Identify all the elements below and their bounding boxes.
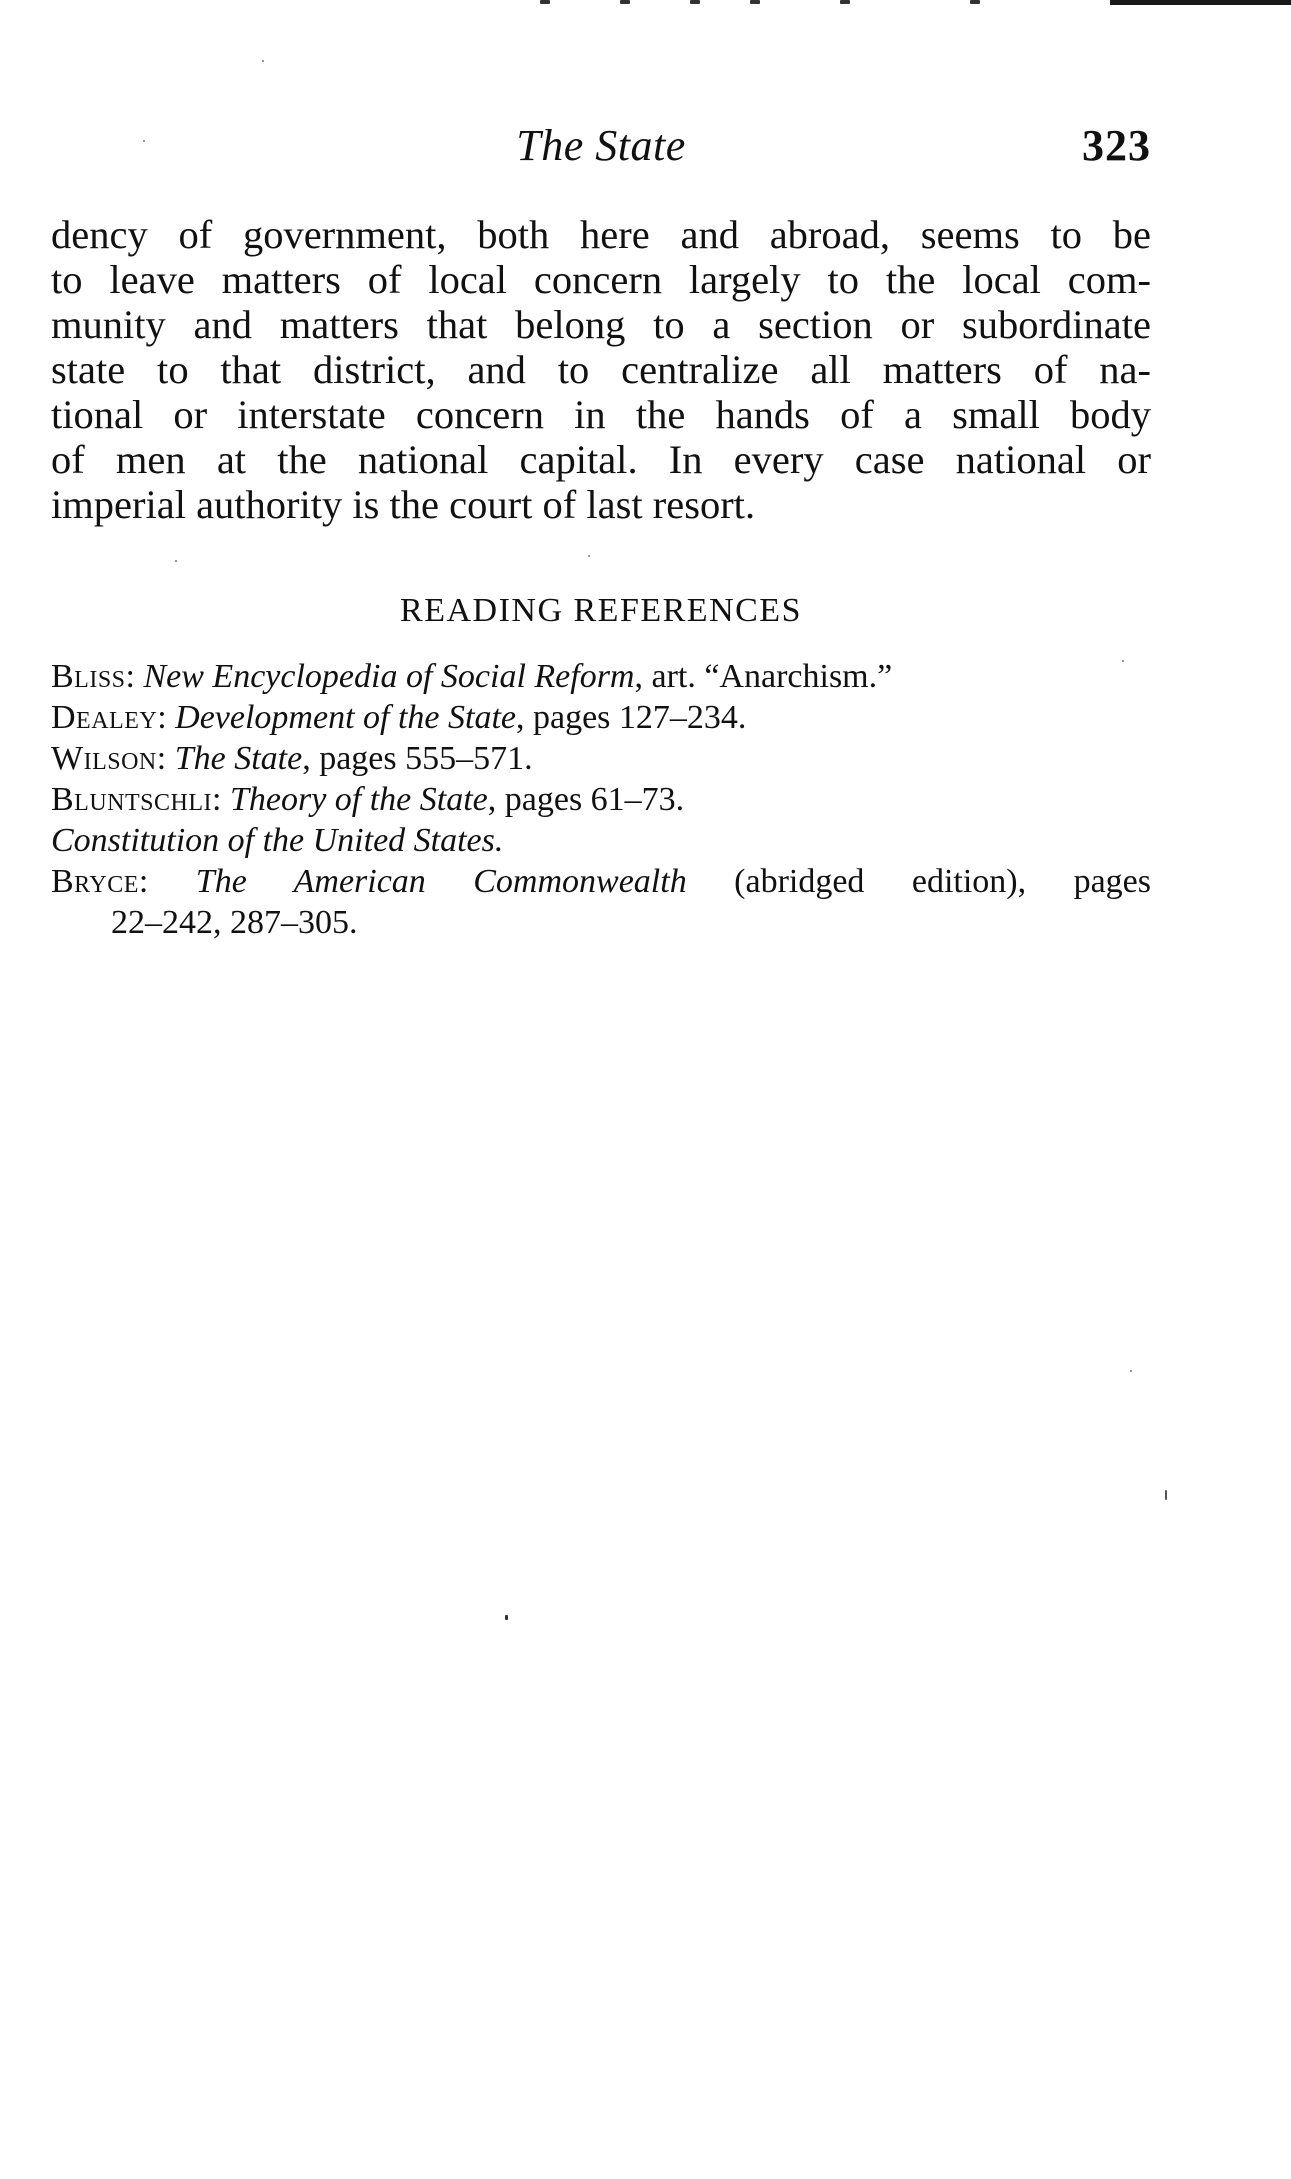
paper-speck [175,560,177,562]
reference-title: Constitution of the United States. [51,822,504,859]
reference-title: Development of the State [175,699,516,736]
reference-author: Bluntschli [51,781,213,818]
reading-references-heading: READING REFERENCES [400,592,802,629]
paper-speck [1165,1490,1167,1500]
top-edge-marks [540,0,1060,6]
reference-author: Bliss [51,658,126,695]
body-line: tional or interstate concern in the hands of a small body [51,392,1151,437]
reference-item [51,738,1151,779]
body-line: state to that district, and to centralize all matters of na- [51,347,1151,392]
reference-separator: : [125,658,144,695]
reference-separator: : [156,740,175,777]
reference-list [51,656,1151,943]
reference-separator: : [212,781,230,818]
edge-mark [540,0,550,4]
reference-detail: , pages 61–73. [487,781,685,818]
top-edge-rule [1110,0,1291,5]
reference-title: The State [174,740,303,777]
page-number: 323 [1082,121,1151,170]
reference-item [51,820,1151,861]
body-paragraph [51,212,1151,527]
body-line: munity and matters that belong to a section or subordinate [51,302,1151,347]
reference-author: Wilson [51,740,157,777]
body-line: to leave matters of local concern largely to the local com- [51,257,1151,302]
body-line: dency of government, both here and abroad, seems to be [51,212,1151,257]
page-header [51,120,1151,180]
reference-detail: (abridged edition), pages [686,863,1151,900]
reference-title: The American Commonwealth [195,863,687,900]
paper-speck [143,140,145,142]
reference-detail: , art. “Anarchism.” [634,658,893,695]
reference-author: Dealey [51,699,158,736]
reference-item [51,861,1151,902]
reference-title: Theory of the State [229,781,488,818]
reference-separator: : [138,863,196,900]
body-line: of men at the national capital. In every case national or [51,437,1151,482]
reference-separator: : [157,699,176,736]
reference-detail: , pages 555–571. [302,740,533,777]
edge-mark [970,0,980,4]
reference-item [51,697,1151,738]
edge-mark [690,0,700,4]
paper-speck [505,1615,508,1620]
edge-mark [840,0,850,4]
reference-continuation: 22–242, 287–305. [111,904,358,941]
edge-mark [750,0,760,4]
reference-title: New Encyclopedia of Social Reform [143,658,635,695]
paper-speck [588,555,590,557]
reference-author: Bryce [51,863,139,900]
reference-item [51,656,1151,697]
paper-speck [262,60,264,62]
paper-speck [1122,660,1124,662]
paper-speck [1130,1370,1132,1372]
edge-mark [620,0,630,4]
running-head: The State [516,121,686,170]
reference-item [51,779,1151,820]
reference-detail: , pages 127–234. [516,699,747,736]
body-line: imperial authority is the court of last resort. [51,482,756,527]
